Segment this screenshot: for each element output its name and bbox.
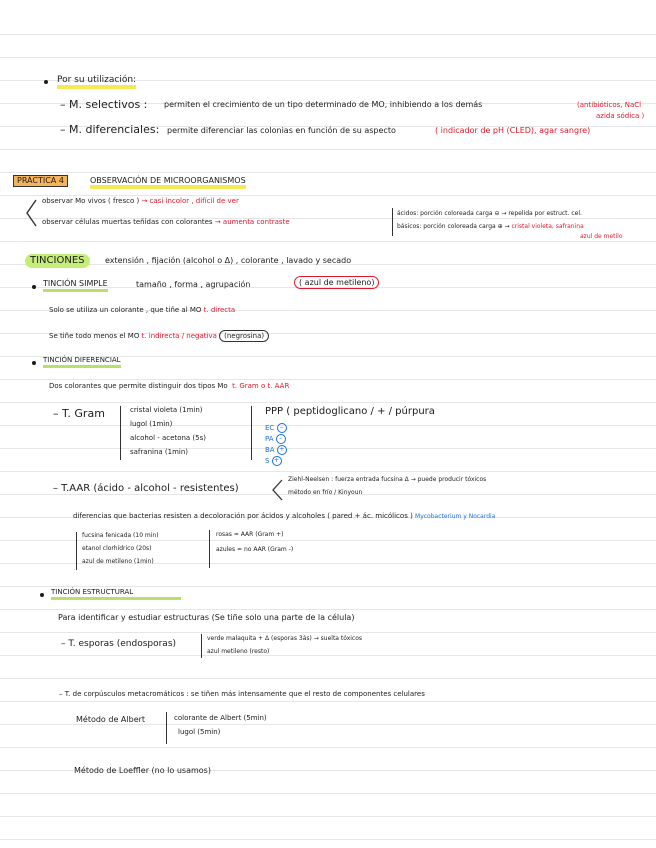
gram-code-row: S + [265, 456, 282, 466]
practice-tag: PRÁCTICA 4 [13, 175, 68, 187]
brace-esporas [201, 634, 202, 658]
gram-step-4: safranina (1min) [130, 448, 189, 456]
section-heading-utilizacion: Por su utilización: [57, 76, 136, 85]
aar-step-3: azul de metileno (1min) [82, 558, 154, 565]
aar-description: diferencias que bacterias resisten a decoloración por ácidos y alcoholes ( pared + ác. micólicos ) Mycobacterium y Nocardia [73, 512, 496, 520]
esporas-line-2: azul metileno (resto) [207, 648, 270, 655]
diferencial-intro: Dos colorantes que permite distinguir dos tipos Mo t. Gram o t. AAR [49, 382, 290, 390]
aar-step-1: fucsina fenicada (10 min) [82, 532, 159, 539]
aar-result-rosas: rosas = AAR (Gram +) [216, 531, 284, 538]
gram-code-row: EC – [265, 423, 287, 433]
albert-step-1: colorante de Albert (5min) [174, 714, 267, 722]
simple-props: tamaño , forma , agrupación [136, 280, 251, 289]
brace-left [24, 198, 38, 228]
aar-result-azules: azules = no AAR (Gram -) [216, 546, 294, 553]
brace-gram-result [251, 406, 252, 460]
basicos-text-cont: azul de metilo [580, 233, 623, 240]
gram-result: PPP ( peptidoglicano / + / púrpura [265, 406, 435, 417]
aar-step-2: etanol clorhídrico (20s) [82, 545, 152, 552]
vivos-text: observar Mo vivos ( fresco ) → casi incolor , difícil de ver [42, 197, 239, 205]
practice-title: OBSERVACIÓN DE MICROORGANISMOS [90, 177, 246, 185]
gram-step-2: lugol (1min) [130, 420, 173, 428]
albert-step-2: lugol (5min) [178, 728, 221, 736]
simple-dye: ( azul de metileno) [294, 279, 379, 287]
simple-line-indirecta: Se tiñe todo menos el MO t. indirecta / negativa (negrosina) [49, 333, 269, 340]
selectivos-label: – M. selectivos : [60, 98, 148, 111]
esporas-line-1: verde malaquita + Δ (esporas 3ás) → suelta tóxicos [207, 635, 363, 642]
bullet-dot [32, 285, 36, 289]
simple-title: TINCIÓN SIMPLE [43, 280, 108, 288]
muertos-text: observar células muertas teñidas con colorantes → aumenta contraste [42, 218, 290, 226]
gram-code-row: BA + [265, 445, 287, 455]
esporas-label: – T. esporas (endosporas) [61, 639, 177, 649]
tinciones-steps: extensión , fijación (alcohol o Δ) , colorante , lavado y secado [105, 256, 352, 265]
estructural-intro: Para identificar y estudiar estructuras (Se tiñe solo una parte de la célula) [58, 613, 355, 622]
selectivos-text: permiten el crecimiento de un tipo determinado de MO, inhibiendo a los demás [164, 100, 483, 109]
brace-albert [166, 712, 167, 744]
brace-aar-results [209, 530, 210, 568]
metacromaticos-text: – T. de corpúsculos metacromáticos : se tiñen más intensamente que el resto de componentes celulares [59, 690, 425, 698]
tinciones-title: TINCIONES [25, 254, 90, 268]
acidos-text: ácidos: porción coloreada carga ⊖ → repelida por estruct. cel. [397, 210, 582, 217]
diferenciales-label: – M. diferenciales: [60, 123, 160, 136]
albert-label: Método de Albert [76, 715, 146, 724]
bullet-dot [40, 593, 44, 597]
gram-step-3: alcohol - acetona (5s) [130, 434, 206, 442]
gram-code-row: PA – [265, 434, 286, 444]
gram-label: – T. Gram [53, 407, 105, 420]
gram-step-1: cristal violeta (1min) [130, 406, 203, 414]
diferenciales-examples: ( indicador de pH (CLED), agar sangre) [435, 126, 591, 135]
bullet-dot [32, 361, 36, 365]
brace-gram [120, 406, 121, 460]
loeffler-text: Método de Loeffler (no lo usamos) [74, 766, 211, 775]
brace-aar-steps [76, 532, 77, 570]
diferencial-title: TINCIÓN DIFERENCIAL [43, 357, 121, 364]
brace-aar [270, 478, 284, 502]
simple-line-directa: Solo se utiliza un colorante , que tiñe al MO t. directa [49, 306, 236, 314]
aar-method-ziehl: Ziehl-Neelsen : fuerza entrada fucsina Δ → puede producir tóxicos [288, 476, 487, 483]
bullet-dot [44, 80, 48, 84]
aar-label: – T.AAR (ácido - alcohol - resistentes) [53, 483, 239, 494]
brace-colorantes [392, 208, 393, 236]
aar-method-kinyoun: método en frío / Kinyoun [288, 489, 363, 496]
basicos-text: básicos: porción coloreada carga ⊕ → cristal violeta, safranina [397, 223, 584, 230]
estructural-title: TINCIÓN ESTRUCTURAL [51, 589, 181, 596]
selectivos-examples: (antibióticos, NaCl [577, 101, 642, 109]
diferenciales-text: permite diferenciar las colonias en función de su aspecto [167, 126, 396, 135]
selectivos-examples-cont: azida sódica ) [596, 112, 645, 120]
